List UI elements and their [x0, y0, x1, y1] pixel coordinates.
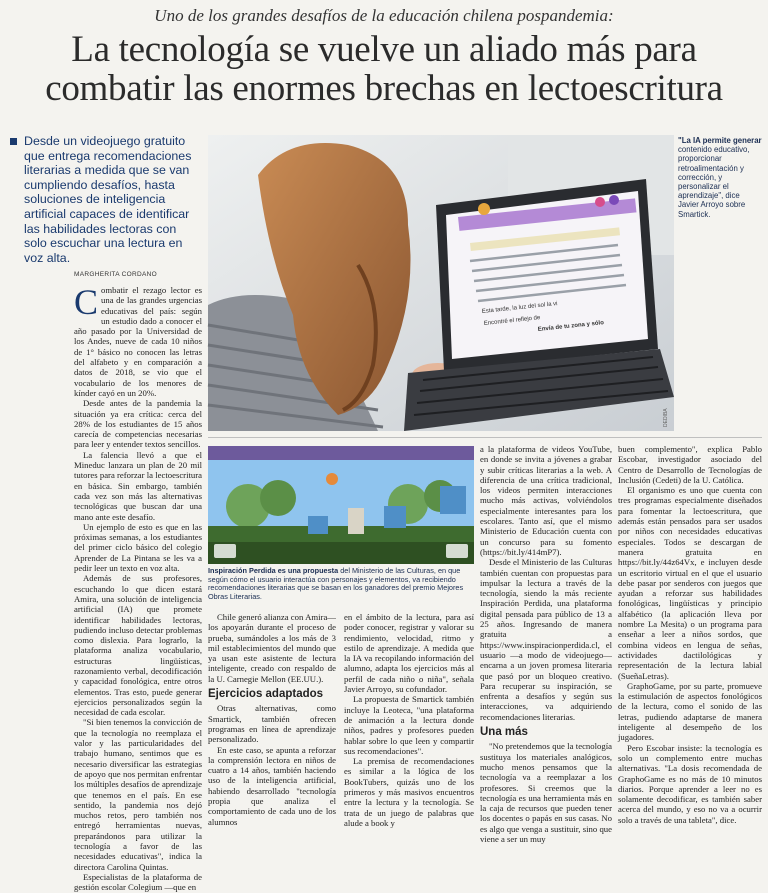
col4-paragraph: "No pretendemos que la tecnología sustituya los materiales analógicos, mucho menos pensamos que la tecnología va a reemplazar a los profesores. Si creemos que la tecnología es una herramienta más en la caja de recursos que pueden tener los docentes o papás en sus casas. No es algo que venga a sustituir, sino que viene a ser un muy: [480, 741, 612, 844]
col3-paragraph: La premisa de recomendaciones es similar a la lógica de los BookTubers, quizás uno de los primeros y más masivos encuentros entre la lectura y la tecnología. Se trata de un juego de palabras que alude a book y: [344, 756, 474, 828]
col1-paragraph: Desde antes de la pandemia la situación ya era crítica: cerca del 28% de los estudiantes de 15 años carecía de competencias necesarias para leer y entender textos sencillos.: [74, 398, 202, 450]
lead-box: [10, 134, 202, 265]
screen-text: Encontré el reflejo de: [483, 315, 541, 327]
dropcap: C: [74, 282, 99, 322]
col5-paragraph: Pero Escobar insiste: la tecnología es solo un complemento entre muchas alternativas. "La dosis recomendada de GraphoGame es no más de 10 minutos diarios. Porque aprender a leer no es solamente decodificar, es también saber acerca del mundo, y eso no va a ocurrir solo a través de una tableta", dice.: [618, 742, 762, 825]
subheading: Ejercicios adaptados: [208, 688, 324, 701]
photo-child-laptop-illustration: [208, 135, 674, 431]
col2-paragraph: Otras alternativas, como Smartick, también ofrecen programas en línea de aprendizaje personalizado.: [208, 703, 336, 745]
kicker: Uno de los grandes desafíos de la educación chilena pospandemia:: [154, 6, 614, 25]
lead-text: Desde un videojuego gratuito que entrega recomendaciones literarias a medida que se van cumpliendo desafíos, hasta soluciones de inteligencia artificial capaces de identificar las habilidades lectoras con solo escuchar una lectura en voz alta.: [24, 134, 192, 265]
col4-paragraph: a la plataforma de videos YouTube, en donde se invita a jóvenes a grabar y subir críticas literarias a la web. A diferencia de una crítica tradicional, los videos permiten interacciones mucho más activas, volviéndolos especialmente interesantes para los escolares. Tanto así, que el mismo Ministerio de Educación cuenta con un concurso para su fomento (https://bit.ly/414mP7).: [480, 444, 612, 557]
photo-credit: DEDIBA: [663, 408, 669, 427]
col1-paragraph: "Si bien tenemos la convicción de que la tecnología no reemplaza el valor y las particularidades del trabajo humano, sentimos que es necesario diversificar las estrategias de apoyo que nos permitan enfrentar los múltiples desafíos de aprendizaje que tenemos en el país. En ese sentido, la pandemia nos dejó muchos retos, pero también nos entregó herramientas nuevas, preparándonos para utilizar la tecnología a favor de las necesidades educativas", indica la directora Carolina Quintas.: [74, 717, 202, 872]
col5-paragraph: GraphoGame, por su parte, promueve la estimulación de aspectos fonológicos de la lectura, como el sonido de las letras, pudiendo adaptarse de manera inteligente al desempeño de los jugadores.: [618, 680, 762, 743]
column-5: [618, 444, 762, 825]
caption-quote: "La IA permite generar: [678, 136, 762, 145]
screen-text: Esta tarde, la luz del sol la vi: [481, 301, 558, 315]
headline-line-2: combatir las enormes brechas en lectoescritura: [45, 68, 723, 109]
photo-caption-1: [678, 136, 762, 219]
col1-paragraph: ombatir el rezago lector es una de las grandes urgencias educativas del país: según un estudio dado a conocer el año pasado por la Universidad de los Andes, nueve de cada 10 niños de 1° básico no conocen las letras del alfabeto y en comparación a datos de 2018, se vio que el vocabulario de los menores de kínder cayó en un 20%.: [74, 285, 202, 398]
caption-text: del Ministerio de las Culturas, en que según cómo el usuario interactúa con personajes y elementos, va recibiendo recomendaciones literarias que se basan en los ganadores del premio Mejores Obras Literarias.: [208, 566, 464, 601]
col4-paragraph: Desde el Ministerio de las Culturas también cuentan con propuestas para impulsar la lectura a través de la tecnología, siendo la más reciente Inspiración Perdida, una plataforma digital pensada para público de 13 a 25 años. Ingresando de manera gratuita a https://www.inspiracionperdida.cl, el usuario —a modo de videojuego— encarna a un joven promesa literaria que pasó por un bloqueo creativo. Para recuperar su inspiración, se enfrenta a desafíos y según sus interacciones, va adquiriendo recomendaciones literarias.: [480, 557, 612, 722]
col3-paragraph: en el ámbito de la lectura, para así poder conocer, registrar y valorar su rendimiento, velocidad, ritmo y estilo de aprendizaje. A medida que la IA va recopilando información del alumno, adapta los ejercicios más al perfil de cada niño o niña", señala Javier Arroyo, su cofundador.: [344, 612, 474, 695]
col3-paragraph: La propuesta de Smartick también incluye la Leoteca, "una plataforma de animación a la lectura donde niños, padres y profesores pueden hablar sobre lo que leen y compartir sus recomendaciones".: [344, 694, 474, 756]
col5-paragraph: buen complemento", explica Pablo Escobar, investigador asociado del Centro de Desarrollo de Tecnologías de Inclusión (Cedeti) de la U. Católica.: [618, 444, 762, 485]
photo-caption-2: [208, 567, 474, 601]
photo-game-screenshot: [208, 446, 474, 564]
byline: MARGHERITA CORDANO: [74, 271, 157, 278]
col1-paragraph: La falencia llevó a que el Mineduc lanzara un plan de 20 mil tutores para reforzar la lectoescritura en básica. Sin embargo, también cada vez son más las alternativas tecnológicas que buscan dar una mano ante este desafío.: [74, 449, 202, 522]
col1-paragraph: Además de sus profesores, escuchando lo que dicen estará Amira, una solución de inteligencia artificial (IA) que promete identificar habilidades lectoras, pudiendo incluso detectar problemas como dislexia. Para lograrlo, la plataforma analiza vocabulario, estructuras lingüísticas, razonamiento verbal, decodificación y capacidad fonológica, entre otros elementos. Tras esto, puede generar ejercicios personalizados según la necesidad de cada escolar.: [74, 573, 202, 718]
col1-paragraph: Especialistas de la plataforma de gestión escolar Colegium —que en: [74, 871, 202, 893]
divider: [208, 437, 762, 438]
col1-paragraph: Un ejemplo de esto es que en las próximas semanas, a los estudiantes del primer ciclo básico del colegio Aprender de La Pintana se les va a pedir leer un texto en voz alta.: [74, 521, 202, 574]
col2-paragraph: En este caso, se apunta a reforzar la comprensión lectora en niños de cuatro a 14 años, también haciendo uso de la inteligencia artificial, habiendo desarrollado "tecnología propia que analiza el comportamiento de cada uno de los alumnos: [208, 744, 336, 827]
caption-strong: Inspiración Perdida es una propuesta: [208, 566, 339, 575]
col2-paragraph: Chile generó alianza con Amira— los apoyarán durante el proceso de prueba, sumándoles a los más de 3 mil establecimientos del mundo que ya usan este asistente de lectura inteligente, creado con respaldo de la U. Carnegie Mellon (EE.UU.).: [208, 612, 336, 684]
lead-bullet-icon: [10, 138, 17, 145]
col5-paragraph: El organismo es uno que cuenta con tres programas especialmente diseñados para fomentar la lectoescritura, que además están pensados para ser usados por niños con necesidades educativas especiales. Todos se descargan de manera gratuita en https://bit.ly/44z64Vx, e incluyen desde un escritorio virtual en el que el usuario debe pasar por senderos con juegos que ayudan a reforzar sus habilidades fonológicas, lingüísticas y principio alfabético (la aplicación lleva por nombre La Mesita) o un programa para enseñar a leer a niños sordos, que combina videos en lengua de señas, actividades dactilológicas y representación de la lectura labial (SueñaLetras).: [618, 485, 762, 681]
headline-line-1: La tecnología se vuelve un aliado más para: [71, 29, 697, 70]
column-4: [480, 444, 612, 844]
photo-child-laptop: [208, 135, 674, 431]
column-3: [344, 612, 474, 828]
column-1: [74, 282, 202, 893]
screen-text: Envía de tu zona y sólo: [537, 320, 605, 333]
game-illustration: [208, 446, 474, 564]
column-2: [208, 612, 336, 827]
subheading: Una más: [480, 726, 528, 739]
caption-text: contenido educativo, proporcionar retroalimentación y corrección, y personalizar el aprendizaje", dice Javier Arroyo sobre Smartick.: [678, 145, 750, 219]
headline: [8, 30, 760, 108]
